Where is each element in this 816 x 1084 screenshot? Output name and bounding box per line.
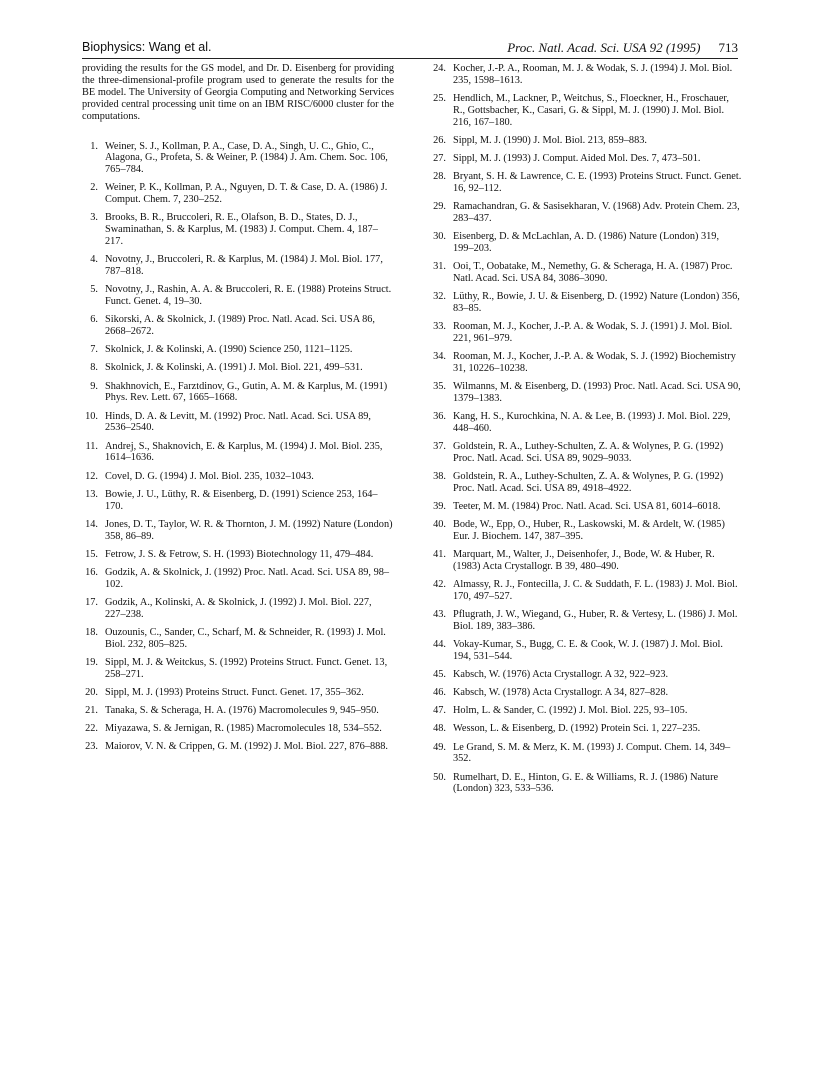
reference-number: 7. [90,344,98,356]
reference-item [430,261,742,285]
reference-text: Brooks, B. R., Bruccoleri, R. E., Olafson, B. D., States, D. J., Swaminathan, S. & Karplus, M. (1983) J. Comput. Chem. 4, 187–217. [105,212,378,248]
reference-text: Kabsch, W. (1976) Acta Crystallogr. A 32, 922–923. [453,669,669,681]
reference-number: 32. [433,291,446,303]
reference-text: Skolnick, J. & Kolinski, A. (1991) J. Mol. Biol. 221, 499–531. [105,362,363,374]
header-section-title: Biophysics: Wang et al. [82,40,212,54]
reference-number: 38. [433,471,446,483]
reference-text: Kang, H. S., Kurochkina, N. A. & Lee, B. (1993) J. Mol. Biol. 229, 448–460. [453,411,731,434]
reference-item [430,381,742,405]
header-rule [82,58,738,59]
reference-text: Goldstein, R. A., Luthey-Schulten, Z. A. & Wolynes, P. G. (1992) Proc. Natl. Acad. Sci. USA 89, 9029–9033. [453,441,724,464]
reference-text: Le Grand, S. M. & Merz, K. M. (1993) J. Comput. Chem. 14, 349–352. [453,741,731,765]
reference-item [430,639,742,663]
reference-item [430,231,742,255]
reference-text: Lüthy, R., Bowie, J. U. & Eisenberg, D. (1992) Nature (London) 356, 83–85. [453,291,740,314]
reference-item [430,441,742,465]
left-column [82,63,394,759]
reference-item [430,153,742,165]
reference-list-left [82,141,394,753]
reference-number: 22. [85,722,98,734]
reference-text: Andrej, S., Shaknovich, E. & Karplus, M. (1994) J. Mol. Biol. 235, 1614–1636. [105,440,383,464]
reference-item [82,254,394,278]
reference-text: Rooman, M. J., Kocher, J.-P. A. & Wodak, S. J. (1991) J. Mol. Biol. 221, 961–979. [453,321,733,344]
reference-number: 25. [433,93,446,104]
reference-item [430,351,742,375]
reference-item [82,381,394,405]
reference-text: Covel, D. G. (1994) J. Mol. Biol. 235, 1032–1043. [105,470,314,482]
reference-text: Eisenberg, D. & McLachlan, A. D. (1986) Nature (London) 319, 199–203. [453,231,720,254]
reference-item [430,411,742,435]
reference-text: Sippl, M. J. (1993) Proteins Struct. Funct. Genet. 17, 355–362. [105,686,364,698]
reference-item [430,579,742,603]
reference-number: 45. [433,669,446,681]
reference-number: 6. [90,314,98,326]
reference-text: Bode, W., Epp, O., Huber, R., Laskowski, M. & Ardelt, W. (1985) Eur. J. Biochem. 147, 387–395. [453,519,725,543]
reference-number: 29. [433,201,446,213]
reference-text: Bowie, J. U., Lüthy, R. & Eisenberg, D. (1991) Science 253, 164–170. [105,488,378,512]
reference-item [430,723,742,735]
reference-number: 5. [90,284,98,296]
reference-item [82,723,394,735]
reference-number: 8. [90,362,98,374]
reference-text: Bryant, S. H. & Lawrence, C. E. (1993) Proteins Struct. Funct. Genet. 16, 92–112. [453,171,742,194]
reference-number: 37. [433,441,446,453]
reference-number: 16. [85,566,98,578]
reference-number: 9. [90,380,98,392]
reference-number: 46. [433,687,446,699]
reference-item [430,291,742,315]
reference-number: 19. [85,656,98,668]
reference-item [82,489,394,513]
reference-text: Pflugrath, J. W., Wiegand, G., Huber, R. & Vertesy, L. (1986) J. Mol. Biol. 189, 383–386. [453,609,738,633]
reference-item [430,201,742,225]
reference-item [430,501,742,513]
reference-text: Shakhnovich, E., Farztdinov, G., Gutin, A. M. & Karplus, M. (1991) Phys. Rev. Lett. 67, 1665–1668. [105,380,388,404]
reference-text: Hinds, D. A. & Levitt, M. (1992) Proc. Natl. Acad. Sci. USA 89, 2536–2540. [105,410,371,434]
reference-item [430,471,742,495]
reference-text: Novotny, J., Rashin, A. A. & Bruccoleri, R. E. (1988) Proteins Struct. Funct. Genet. 4, 19–30. [105,284,392,308]
reference-number: 2. [90,182,98,194]
reference-item [430,609,742,633]
reference-item [82,182,394,206]
reference-number: 27. [433,153,446,164]
reference-number: 39. [433,501,446,513]
reference-number: 26. [433,134,446,146]
right-column [430,63,742,802]
reference-number: 31. [433,261,446,273]
reference-number: 18. [85,626,98,638]
reference-number: 3. [90,212,98,224]
reference-number: 14. [85,518,98,530]
reference-text: Teeter, M. M. (1984) Proc. Natl. Acad. Sci. USA 81, 6014–6018. [453,501,721,513]
reference-item [82,705,394,717]
reference-item [430,321,742,345]
reference-number: 49. [433,741,446,753]
reference-number: 36. [433,411,446,423]
reference-number: 41. [433,549,446,561]
reference-item [430,549,742,573]
reference-item [82,549,394,561]
reference-text: Goldstein, R. A., Luthey-Schulten, Z. A. & Wolynes, P. G. (1992) Proc. Natl. Acad. Sci. USA 89, 4918–4922. [453,471,724,494]
reference-number: 12. [85,470,98,482]
reference-number: 15. [85,548,98,560]
reference-item [430,772,742,796]
reference-text: Marquart, M., Walter, J., Deisenhofer, J., Bode, W. & Huber, R. (1983) Acta Crystallogr. B 39, 480–490. [453,549,715,573]
reference-text: Godzik, A., Kolinski, A. & Skolnick, J. (1992) J. Mol. Biol. 227, 227–238. [105,596,372,620]
reference-number: 28. [433,171,446,183]
reference-text: Ouzounis, C., Sander, C., Scharf, M. & Schneider, R. (1993) J. Mol. Biol. 232, 805–825. [105,626,386,650]
acknowledgment-text: providing the results for the GS model, and Dr. D. Eisenberg for providing the three-dimensional-profile program used to generate the results for the BE model. The University of Georgia Computing and Networking Services provided central processing unit time on an IBM RISC/6000 cluster for the computations. [82,63,394,122]
reference-number: 11. [85,440,98,452]
reference-item [82,687,394,699]
reference-text: Rooman, M. J., Kocher, J.-P. A. & Wodak, S. J. (1992) Biochemistry 31, 10226–10238. [453,351,736,374]
header-journal-info [507,40,738,56]
reference-text: Sikorski, A. & Skolnick, J. (1989) Proc. Natl. Acad. Sci. USA 86, 2668–2672. [105,314,376,338]
reference-list-right [430,63,742,795]
reference-number: 42. [433,579,446,591]
reference-number: 50. [433,771,446,783]
reference-item [82,519,394,543]
reference-number: 24. [433,63,446,74]
reference-text: Wilmanns, M. & Eisenberg, D. (1993) Proc. Natl. Acad. Sci. USA 90, 1379–1383. [453,381,741,404]
running-header [82,40,738,56]
reference-text: Jones, D. T., Taylor, W. R. & Thornton, J. M. (1992) Nature (London) 358, 86–89. [105,518,393,542]
reference-item [82,141,394,177]
reference-item [430,171,742,195]
reference-item [430,705,742,717]
reference-text: Almassy, R. J., Fontecilla, J. C. & Suddath, F. L. (1983) J. Mol. Biol. 170, 497–527. [453,579,738,603]
page-number: 713 [718,40,738,55]
reference-item [82,314,394,338]
reference-number: 10. [85,410,98,422]
reference-text: Weiner, S. J., Kollman, P. A., Case, D. A., Singh, U. C., Ghio, C., Alagona, G., Profeta, S. & Weiner, P. (1984) J. Am. Chem. Soc. 106, 765–784. [105,140,388,176]
reference-number: 34. [433,351,446,363]
reference-item [82,597,394,621]
reference-item [82,471,394,483]
reference-number: 23. [85,741,98,752]
reference-item [82,344,394,356]
reference-item [82,657,394,681]
reference-number: 33. [433,321,446,333]
reference-number: 47. [433,705,446,717]
reference-number: 17. [85,596,98,608]
reference-text: Novotny, J., Bruccoleri, R. & Karplus, M. (1984) J. Mol. Biol. 177, 787–818. [105,254,383,278]
reference-text: Maiorov, V. N. & Crippen, G. M. (1992) J. Mol. Biol. 227, 876–888. [105,741,388,752]
reference-item [430,669,742,681]
reference-text: Miyazawa, S. & Jernigan, R. (1985) Macromolecules 18, 534–552. [105,722,382,734]
reference-text: Skolnick, J. & Kolinski, A. (1990) Science 250, 1121–1125. [105,344,353,356]
reference-item [430,742,742,766]
reference-text: Hendlich, M., Lackner, P., Weitchus, S., Floeckner, H., Froschauer, R., Gottsbacher, K., Casari, G. & Sippl, M. J. (1990) J. Mol. Biol. 216, 167–180. [453,93,729,128]
reference-text: Rumelhart, D. E., Hinton, G. E. & Williams, R. J. (1986) Nature (London) 323, 533–536. [453,771,719,795]
reference-item [82,362,394,374]
reference-text: Tanaka, S. & Scheraga, H. A. (1976) Macromolecules 9, 945–950. [105,704,379,716]
reference-text: Vokay-Kumar, S., Bugg, C. E. & Cook, W. J. (1987) J. Mol. Biol. 194, 531–544. [453,639,723,663]
reference-item [430,93,742,129]
reference-text: Fetrow, J. S. & Fetrow, S. H. (1993) Biotechnology 11, 479–484. [105,548,374,560]
reference-item [82,567,394,591]
reference-number: 13. [85,488,98,500]
reference-text: Weiner, P. K., Kollman, P. A., Nguyen, D. T. & Case, D. A. (1986) J. Comput. Chem. 7, 230–252. [105,182,388,206]
reference-text: Holm, L. & Sander, C. (1992) J. Mol. Biol. 225, 93–105. [453,705,688,717]
reference-item [430,519,742,543]
reference-number: 21. [85,704,98,716]
reference-number: 44. [433,639,446,651]
reference-item [82,212,394,248]
reference-text: Kocher, J.-P. A., Rooman, M. J. & Wodak, S. J. (1994) J. Mol. Biol. 235, 1598–1613. [453,63,733,86]
header-journal: Proc. Natl. Acad. Sci. USA 92 (1995) [507,40,701,55]
reference-item [82,284,394,308]
reference-text: Godzik, A. & Skolnick, J. (1992) Proc. Natl. Acad. Sci. USA 89, 98–102. [105,566,390,590]
reference-number: 30. [433,231,446,243]
reference-number: 48. [433,723,446,735]
reference-item [430,63,742,87]
reference-number: 40. [433,519,446,531]
reference-text: Sippl, M. J. (1993) J. Comput. Aided Mol. Des. 7, 473–501. [453,153,701,164]
reference-number: 1. [90,140,98,152]
reference-number: 20. [85,686,98,698]
reference-item [82,411,394,435]
reference-item [82,627,394,651]
reference-item [430,687,742,699]
reference-item [82,441,394,465]
reference-text: Sippl, M. J. & Weitckus, S. (1992) Proteins Struct. Funct. Genet. 13, 258–271. [105,656,388,680]
reference-text: Sippl, M. J. (1990) J. Mol. Biol. 213, 859–883. [453,134,647,146]
reference-text: Ooi, T., Oobatake, M., Nemethy, G. & Scheraga, H. A. (1987) Proc. Natl. Acad. Sci. USA 84, 3086–3090. [453,261,733,284]
reference-item [82,741,394,753]
reference-number: 35. [433,381,446,393]
reference-text: Wesson, L. & Eisenberg, D. (1992) Protein Sci. 1, 227–235. [453,723,701,735]
reference-number: 43. [433,609,446,621]
reference-text: Ramachandran, G. & Sasisekharan, V. (1968) Adv. Protein Chem. 23, 283–437. [453,201,740,224]
reference-number: 4. [90,254,98,266]
reference-item [430,135,742,147]
reference-text: Kabsch, W. (1978) Acta Crystallogr. A 34, 827–828. [453,687,669,699]
